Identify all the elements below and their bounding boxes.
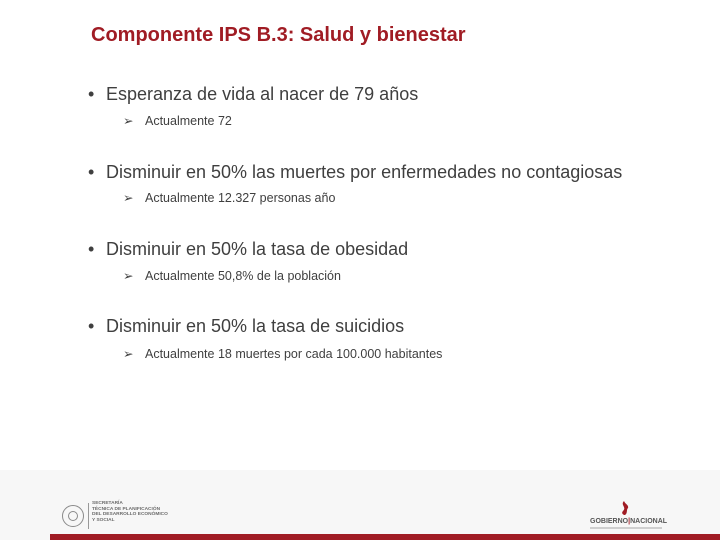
- bullet-dot-icon: •: [88, 162, 95, 182]
- bullet-obesity: [88, 239, 408, 260]
- bullet-dot-icon: •: [88, 239, 95, 259]
- sub-bullet-text: Actualmente 50,8% de la población: [145, 269, 341, 283]
- logo-separator: |: [628, 518, 631, 525]
- bullet-dot-icon: •: [88, 84, 95, 104]
- logo-line: TÉCNICA DE PLANIFICACIÓN: [92, 506, 161, 512]
- bullet-noncommunicable-deaths: [88, 162, 622, 183]
- arrow-bullet-icon: ➢: [123, 347, 134, 361]
- logo-line: SECRETARÍA: [92, 501, 123, 506]
- arrow-bullet-icon: ➢: [123, 191, 134, 205]
- flame-icon: [617, 500, 631, 516]
- gobierno-nacional-logo: [590, 518, 667, 525]
- seal-icon: [62, 505, 84, 527]
- stp-logo-text: [92, 501, 192, 523]
- sub-bullet-text: Actualmente 18 muertes por cada 100.000 habitantes: [145, 347, 443, 361]
- bullet-text: Disminuir en 50% la tasa de obesidad: [106, 239, 409, 259]
- sub-bullet-text: Actualmente 72: [145, 114, 232, 128]
- slide-title: Componente IPS B.3: Salud y bienestar: [91, 24, 466, 46]
- logo-word-nacional: NACIONAL: [630, 518, 668, 525]
- bullet-text: Disminuir en 50% la tasa de suicidios: [106, 316, 405, 336]
- bullet-suicides: [88, 316, 404, 337]
- logo-underline: [590, 527, 662, 529]
- sub-bullet-noncommunicable-deaths: [123, 190, 335, 205]
- bullet-life-expectancy: [88, 84, 418, 105]
- footer: [0, 470, 720, 540]
- footer-accent-bar: [50, 534, 720, 540]
- sub-bullet-obesity: [123, 268, 341, 283]
- logo-line: DEL DESARROLLO ECONÓMICO: [92, 512, 168, 518]
- logo-word-gobierno: GOBIERNO: [590, 518, 629, 525]
- arrow-bullet-icon: ➢: [123, 114, 134, 128]
- bullet-text: Disminuir en 50% las muertes por enfermedades no contagiosas: [106, 162, 623, 182]
- sub-bullet-text: Actualmente 12.327 personas año: [145, 191, 336, 205]
- bullet-dot-icon: •: [88, 316, 95, 336]
- logo-line: Y SOCIAL: [92, 517, 115, 523]
- bullet-text: Esperanza de vida al nacer de 79 años: [106, 84, 419, 104]
- divider: [88, 503, 89, 529]
- arrow-bullet-icon: ➢: [123, 269, 134, 283]
- sub-bullet-suicides: [123, 346, 442, 361]
- sub-bullet-life-expectancy: [123, 113, 232, 128]
